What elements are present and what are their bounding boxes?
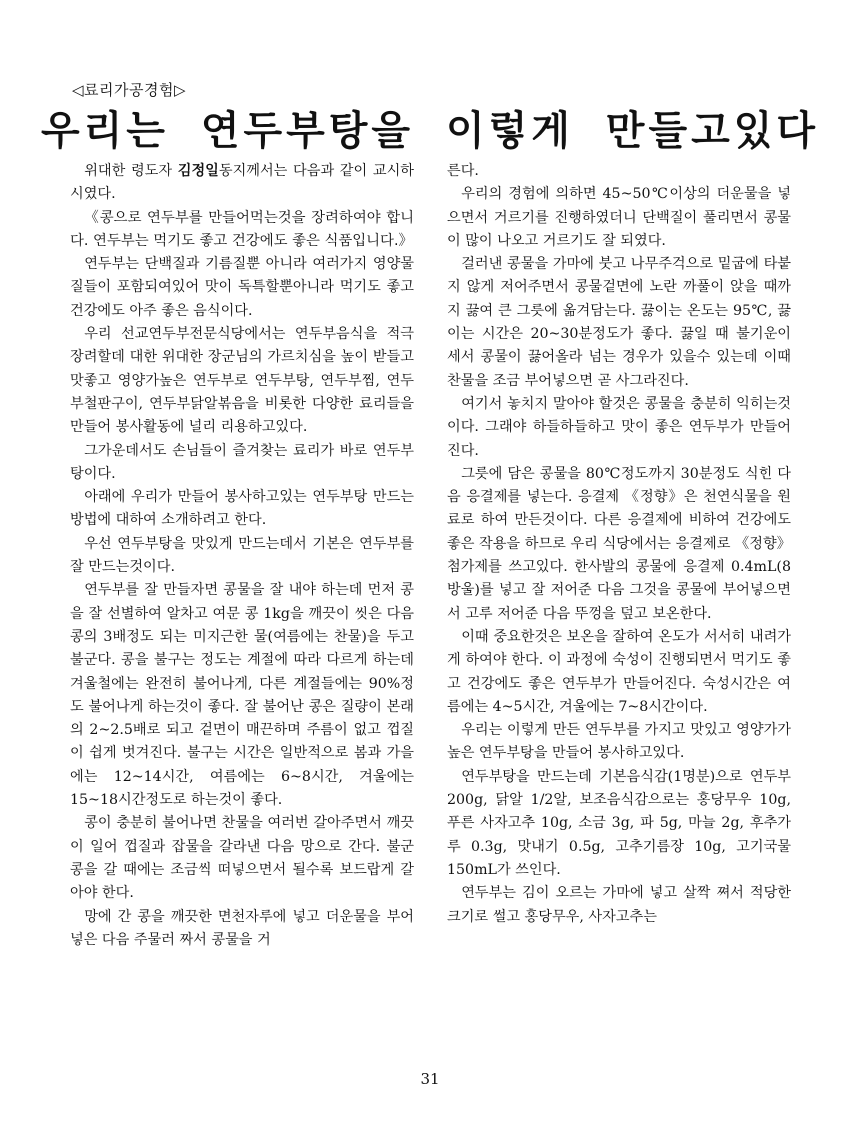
continuation-text: 른다. — [447, 163, 479, 179]
body-paragraph: 연두부는 단백질과 기름질뿐 아니라 여러가지 영양물질들이 포함되여있어 맛이 독특할뿐아니라 먹기도 좋고 건강에도 아주 좋은 음식이다. — [70, 256, 414, 319]
article-title: 우리는 연두부탕을 이렇게 만들고있다 — [40, 108, 820, 154]
body-paragraph: 여기서 놓치지 말아야 할것은 콩물을 충분히 익히는것이다. 그래야 하들하들하고 맛이 좋은 연두부가 만들어진다. — [447, 395, 791, 459]
body-paragraph: 그가운데서도 손님들이 즐겨찾는 료리가 바로 연두부탕이다. — [70, 442, 414, 482]
body-paragraph: 아래에 우리가 만들어 봉사하고있는 연두부탕 만드는 방법에 대하여 소개하려고 한다. — [70, 489, 414, 529]
body-paragraph: 우리는 이렇게 만든 연두부를 가지고 맛있고 영양가가 높은 연두부탕을 만들어 봉사하고있다. — [447, 722, 791, 762]
body-paragraph: 연두부탕을 만드는데 기본음식감(1명분)으로 연두부 200g, 닭알 1/2알, 보조음식감으로는 홍당무우 10g, 푸른 사자고추 10g, 소금 3g, 파 5g, 마늘 2g, 후추가루 0.3g, 맛내기 0.5g, 고추기름장 10g, 고기국물 150mL가 쓰인다. — [447, 768, 791, 878]
body-paragraph: 우리 선교연두부전문식당에서는 연두부음식을 적극 장려할데 대한 위대한 장군님의 가르치심을 높이 받들고 맛좋고 영양가높은 연두부로 연두부탕, 연두부찜, 연두부철판구이, 연두부닭알볶음을 비롯한 다양한 료리들을 만들어 봉사활동에 널리 리용하고있다. — [70, 326, 414, 436]
left-column — [70, 160, 414, 952]
body-paragraph: 이때 중요한것은 보온을 잘하여 온도가 서서히 내려가게 하여야 한다. 이 과정에 숙성이 진행되면서 먹기도 좋고 건강에도 좋은 연두부가 만들어진다. 숙성시간은 여름에는 4~5시간, 겨울에는 7~8시간이다. — [447, 628, 791, 715]
intro-paragraph — [70, 160, 414, 207]
intro-prefix: 위대한 령도자 — [84, 163, 178, 179]
quote-paragraph: 《콩으로 연두부를 만들어먹는것을 장려하여야 합니다. 연두부는 먹기도 좋고 건강에도 좋은 식품입니다.》 — [70, 209, 414, 249]
body-paragraph: 우선 연두부탕을 맛있게 만드는데서 기본은 연두부를 잘 만드는것이다. — [70, 535, 414, 576]
intro-suffix: 동지께서는 다음과 같이 교시하시였다. — [70, 163, 414, 203]
right-column — [447, 160, 791, 929]
body-paragraph: 콩이 충분히 불어나면 찬물을 여러번 갈아주면서 깨끗이 일어 껍질과 잡물을 갈라낸 다음 망으로 간다. 불군 콩을 갈 때에는 조금씩 떠넣으면서 될수록 보드랍게 갈아야 한다. — [70, 815, 414, 902]
body-paragraph: 연두부는 김이 오르는 가마에 넣고 살짝 쪄서 적당한 크기로 썰고 홍당무우, 사자고추는 — [447, 885, 791, 925]
body-paragraph: 우리의 경험에 의하면 45~50℃이상의 더운물을 넣으면서 거르기를 진행하였더니 단백질이 풀리면서 콩물이 많이 나오고 거르기도 잘 되였다. — [447, 186, 791, 249]
body-paragraph: 걸러낸 콩물을 가마에 붓고 나무주걱으로 밑굽에 타붙지 않게 저어주면서 콩물겉면에 노란 까풀이 앉을 때까지 끓여 큰 그릇에 옮겨담는다. 끓이는 온도는 95℃, 끓이는 시간은 20~30분정도가 좋다. 끓일 때 불기운이 세서 콩물이 끓어올라 넘는 경우가 있을수 있는데 이때 찬물을 조금 부어넣으면 곧 사그라진다. — [447, 256, 791, 389]
section-label: ◁료리가공경험▷ — [72, 81, 187, 99]
body-paragraph: 망에 간 콩을 깨끗한 면천자루에 넣고 더운물을 부어넣은 다음 주물러 짜서 콩물을 거 — [70, 908, 414, 948]
body-paragraph: 연두부를 잘 만들자면 콩물을 잘 내야 하는데 먼저 콩을 잘 선별하여 알차고 여문 콩 1kg을 깨끗이 씻은 다음 콩의 3배정도 되는 미지근한 물(여름에는 찬물)을 두고 불군다. 콩을 불구는 정도는 계절에 따라 다르게 하는데 겨울철에는 완전히 불어나게, 다른 계절들에는 90%정도 불어나게 하는것이 좋다. 잘 불어난 콩은 질량이 본래의 2~2.5배로 되고 겉면이 매끈하며 주름이 없고 껍질이 쉽게 벗겨진다. 불구는 시간은 일반적으로 봄과 가을에는 12~14시간, 여름에는 6~8시간, 겨울에는 15~18시간정도로 하는것이 좋다. — [70, 582, 414, 809]
page-number: 31 — [420, 1070, 440, 1088]
leader-name: 김정일 — [177, 163, 219, 179]
body-paragraph: 그릇에 담은 콩물을 80℃정도까지 30분정도 식힌 다음 응결제를 넣는다. 응결제 《정향》은 천연식물을 원료로 하여 만든것이다. 다른 응결제에 비하여 건강에도 좋은 작용을 하므로 우리 식당에서는 응결제로 《정향》첨가제를 쓰고있다. 한사발의 콩물에 응결제 0.4mL(8방울)를 넣고 잘 저어준 다음 그것을 콩물에 부어넣으면서 고루 저어준 다음 뚜껑을 덮고 보온한다. — [447, 465, 791, 622]
